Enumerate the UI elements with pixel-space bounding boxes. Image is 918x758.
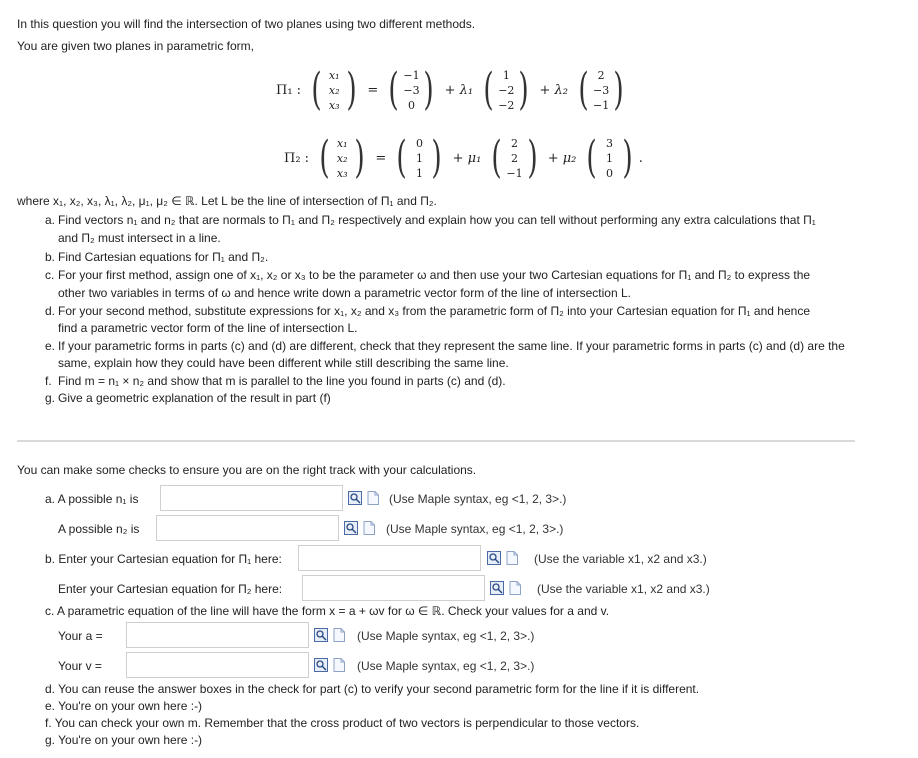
n1-hint: (Use Maple syntax, eg <1, 2, 3>.): [389, 492, 567, 506]
plane2-label: Π₂ :: [284, 150, 310, 166]
part-a-letter: a.: [45, 213, 56, 227]
check-e: e. You're on your own here :-): [45, 699, 203, 713]
part-d-cont: find a parametric vector form of the line of intersection L.: [58, 321, 358, 335]
plane1-equation: Π₁ : ( x₁ x₂ x₃ ) = ( −1 −3 0 ) + λ₁ ( 1 −2 −2 ) + λ₂ ( 2 −3 −1 ): [276, 58, 630, 122]
plane2-equation: Π₂ : ( x₁ x₂ x₃ ) = ( 0 1 1 ) + μ₁ ( 2 2 −1 ) + μ₂ ( 3 1 0 ) .: [284, 132, 643, 183]
check-c-v-label: Your v =: [58, 659, 102, 673]
check-g: g. You're on your own here :-): [45, 733, 203, 747]
plane2-trailing: .: [638, 150, 643, 166]
a-vector-input[interactable]: [126, 622, 309, 648]
plane1-dir2-vector: ( 2 −3 −1 ): [578, 64, 624, 115]
part-d-letter: d.: [45, 304, 56, 318]
where-line: where x₁, x₂, x₃, λ₁, λ₂, μ₁, μ₂ ∈ ℝ. Let L be the line of intersection of Π₁ and Π₂.: [17, 194, 437, 208]
preview-icon[interactable]: [348, 491, 362, 505]
pi2-equation-input[interactable]: [302, 575, 485, 601]
part-a-text: Find vectors n₁ and n₂ that are normals to Π₁ and Π₂ respectively and explain how you can tell without performing any extra calculations that Π₁: [58, 213, 816, 227]
part-c-letter: c.: [45, 268, 55, 282]
check-a-label-n1: a. A possible n₁ is: [45, 492, 139, 506]
preview-icon[interactable]: [344, 521, 358, 535]
v-hint: (Use Maple syntax, eg <1, 2, 3>.): [357, 659, 535, 673]
plane1-param2: + λ₂: [539, 82, 568, 98]
part-e-letter: e.: [45, 339, 56, 353]
help-icon[interactable]: [332, 658, 346, 672]
plane2-point-vector: ( 0 1 1 ): [396, 132, 443, 183]
part-a-cont: and Π₂ must intersect in a line.: [58, 231, 221, 245]
intro-line-2: You are given two planes in parametric form,: [17, 39, 255, 53]
preview-icon[interactable]: [314, 628, 328, 642]
part-d-text: For your second method, substitute expressions for x₁, x₂ and x₃ from the parametric form of Π₂ into your Cartesian equation for Π₁ and hence: [58, 304, 810, 318]
part-b-letter: b.: [45, 250, 56, 264]
help-icon[interactable]: [366, 491, 380, 505]
n2-input[interactable]: [156, 515, 339, 541]
plane1-lhs-vector: ( x₁ x₂ x₃ ): [311, 64, 357, 115]
plane1-param1: + λ₁: [444, 82, 474, 98]
pi1-hint: (Use the variable x1, x2 and x3.): [534, 552, 707, 566]
check-c-a-label: Your a =: [58, 629, 103, 643]
part-e-cont: same, explain how they could have been different while still describing the same line.: [58, 356, 509, 370]
help-icon[interactable]: [362, 521, 376, 535]
v-vector-input[interactable]: [126, 652, 309, 678]
check-f: f. You can check your own m. Remember that the cross product of two vectors is perpendicular to those vectors.: [45, 716, 640, 730]
plane1-dir1-vector: ( 1 −2 −2 ): [483, 64, 530, 115]
section-separator: [17, 440, 855, 442]
help-icon[interactable]: [332, 628, 346, 642]
part-f-text: Find m = n₁ × n₂ and show that m is parallel to the line you found in parts (c) and (d).: [58, 374, 506, 388]
help-icon[interactable]: [505, 551, 519, 565]
plane2-lhs-vector: ( x₁ x₂ x₃ ): [319, 132, 365, 183]
a-hint: (Use Maple syntax, eg <1, 2, 3>.): [357, 629, 535, 643]
plane2-dir1-vector: ( 2 2 −1 ): [491, 132, 538, 183]
help-icon[interactable]: [508, 581, 522, 595]
check-b-label-pi1: b. Enter your Cartesian equation for Π₁ here:: [45, 552, 282, 566]
check-a-label-n2: A possible n₂ is: [58, 522, 140, 536]
preview-icon[interactable]: [490, 581, 504, 595]
plane2-param1: + μ₁: [452, 150, 482, 166]
plane1-label: Π₁ :: [276, 82, 302, 98]
check-b-label-pi2: Enter your Cartesian equation for Π₂ here:: [58, 582, 283, 596]
preview-icon[interactable]: [487, 551, 501, 565]
part-f-letter: f.: [45, 374, 52, 388]
preview-icon[interactable]: [314, 658, 328, 672]
plane1-point-vector: ( −1 −3 0 ): [388, 64, 435, 115]
n2-hint: (Use Maple syntax, eg <1, 2, 3>.): [386, 522, 564, 536]
checks-intro: You can make some checks to ensure you are on the right track with your calculations.: [17, 463, 477, 477]
check-d: d. You can reuse the answer boxes in the check for part (c) to verify your second parametric form for the line if it is different.: [45, 682, 700, 696]
check-c-label: c. A parametric equation of the line will have the form x = a + ωv for ω ∈ ℝ. Check your values for a and v.: [45, 604, 610, 618]
part-b-text: Find Cartesian equations for Π₁ and Π₂.: [58, 250, 269, 264]
plane2-dir2-vector: ( 3 1 0 ): [586, 132, 633, 183]
plane2-param2: + μ₂: [547, 150, 577, 166]
intro-line-1: In this question you will find the intersection of two planes using two different methods.: [17, 17, 476, 31]
pi2-hint: (Use the variable x1, x2 and x3.): [537, 582, 710, 596]
part-c-cont: other two variables in terms of ω and hence write down a parametric vector form of the line of intersection L.: [58, 286, 631, 300]
part-g-letter: g.: [45, 391, 56, 405]
part-c-text: For your first method, assign one of x₁, x₂ or x₃ to be the parameter ω and then use your two Cartesian equations for Π₁ and Π₂ to express the: [58, 268, 811, 282]
n1-input[interactable]: [160, 485, 343, 511]
part-e-text: If your parametric forms in parts (c) and (d) are different, check that they represent the same line. If your parametric forms in parts (c) and (d) are the: [58, 339, 845, 353]
part-g-text: Give a geometric explanation of the result in part (f): [58, 391, 331, 405]
pi1-equation-input[interactable]: [298, 545, 481, 571]
